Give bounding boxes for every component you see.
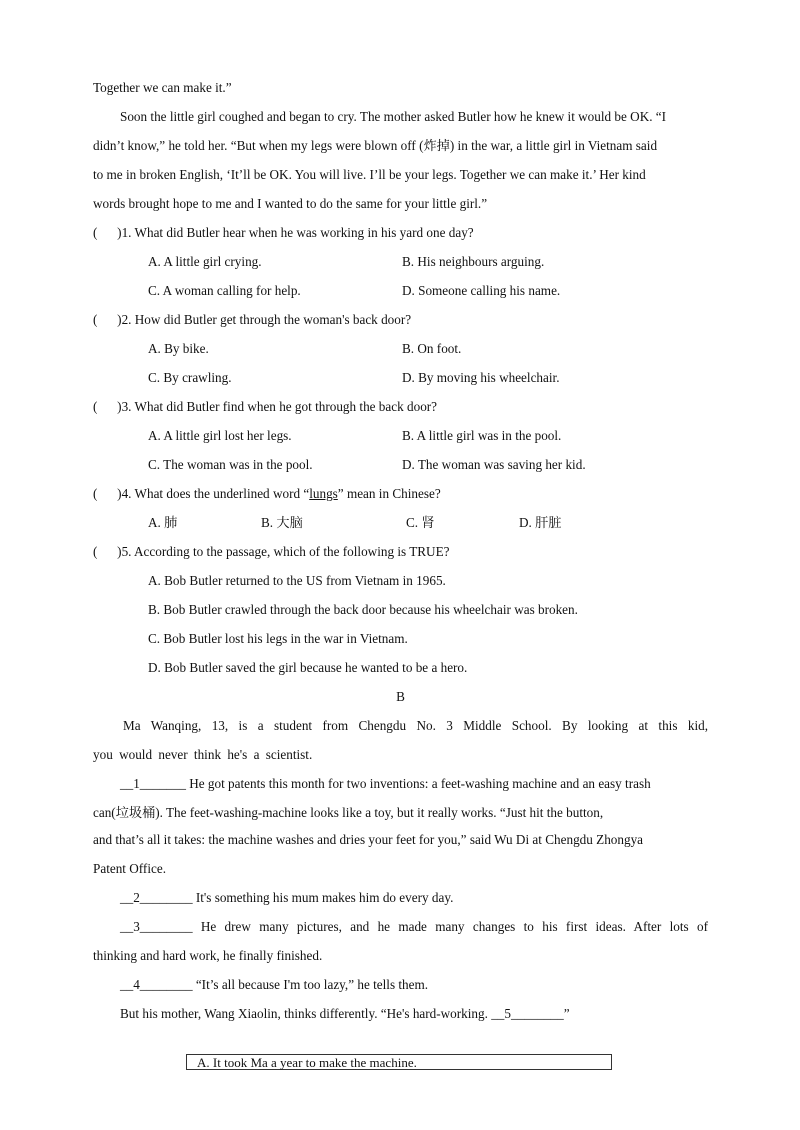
option-d[interactable]: D. 肝脏: [519, 515, 562, 530]
document-page: [93, 78, 708, 1024]
passage-b-line: But his mother, Wang Xiaolin, thinks differently. “He's hard-working. __5________”: [120, 1006, 570, 1021]
question-stem: [93, 310, 708, 339]
question-1: [93, 223, 708, 310]
option-b[interactable]: B. A little girl was in the pool.: [402, 428, 562, 443]
option-c[interactable]: C. A woman calling for help.: [148, 283, 301, 298]
passage-b-line: you would never think he's a scientist.: [93, 747, 313, 762]
passage-b-line: can(垃圾桶). The feet-washing-machine looks like a toy, but it really works. “Just hit the button,: [93, 805, 604, 820]
question-text: 1. What did Butler hear when he was working in his yard one day?: [121, 225, 474, 240]
passage-b-line: __2________ It's something his mum makes him do every day.: [120, 890, 454, 905]
option-a[interactable]: A. By bike.: [148, 341, 209, 356]
option-b[interactable]: B. On foot.: [402, 341, 462, 356]
question-4: [93, 484, 708, 542]
option-a[interactable]: A. A little girl lost her legs.: [148, 428, 292, 443]
option-b[interactable]: B. His neighbours arguing.: [402, 254, 545, 269]
question-text: ” mean in Chinese?: [337, 486, 441, 501]
option-c[interactable]: C. The woman was in the pool.: [148, 457, 313, 472]
option-d[interactable]: D. Bob Butler saved the girl because he wanted to be a hero.: [148, 660, 468, 675]
option-c[interactable]: C. 肾: [406, 515, 435, 530]
option-b[interactable]: B. Bob Butler crawled through the back door because his wheelchair was broken.: [148, 602, 578, 617]
option-d[interactable]: D. By moving his wheelchair.: [402, 370, 560, 385]
question-text: 2. How did Butler get through the woman's back door?: [121, 312, 412, 327]
option-a[interactable]: A. Bob Butler returned to the US from Vietnam in 1965.: [148, 573, 446, 588]
question-5: [93, 542, 708, 687]
options-row: [93, 339, 708, 368]
section-b-passage: [93, 716, 708, 1024]
question-2: [93, 310, 708, 397]
passage-a-line: Together we can make it.”: [93, 80, 232, 95]
passage-b-line: Ma Wanqing, 13, is a student from Chengdu No. 3 Middle School. By looking at this kid,: [123, 718, 708, 733]
answer-bracket[interactable]: ( ): [93, 486, 122, 501]
passage-b-line: Patent Office.: [93, 861, 166, 876]
option-c[interactable]: C. By crawling.: [148, 370, 232, 385]
passage-b-line: __3________ He drew many pictures, and he made many changes to his first ideas. After lots of: [120, 919, 708, 934]
passage-b-line: and that’s all it takes: the machine washes and dries your feet for you,” said Wu Di at Chengdu Zhongya: [93, 832, 644, 847]
underlined-word: lungs: [309, 486, 338, 501]
options-row: [93, 513, 708, 542]
passage-a-line: to me in broken English, ‘It’ll be OK. You will live. I’ll be your legs. Together we can make it.’ Her kind: [93, 167, 646, 182]
box-option-a[interactable]: A. It took Ma a year to make the machine.: [197, 1055, 417, 1070]
options-row: [93, 368, 708, 397]
question-text: 5. According to the passage, which of the following is TRUE?: [121, 544, 450, 559]
passage-a-line: didn’t know,” he told her. “But when my legs were blown off (炸掉) in the war, a little girl in Vietnam said: [93, 138, 658, 153]
option-a[interactable]: A. A little girl crying.: [148, 254, 262, 269]
passage-a-line: Soon the little girl coughed and began to cry. The mother asked Butler how he knew it would be OK. “I: [120, 109, 667, 124]
answer-bracket[interactable]: ( ): [93, 399, 122, 414]
question-text: 4. What does the underlined word “: [121, 486, 310, 501]
section-heading: B: [396, 689, 405, 704]
answer-bracket[interactable]: ( ): [93, 225, 122, 240]
answer-bracket[interactable]: ( ): [93, 544, 122, 559]
option-a[interactable]: A. 肺: [148, 515, 178, 530]
option-c[interactable]: C. Bob Butler lost his legs in the war in Vietnam.: [148, 631, 408, 646]
options-box: [186, 1054, 612, 1070]
options-row: [93, 252, 708, 281]
question-stem: [93, 542, 708, 571]
option-d[interactable]: D. Someone calling his name.: [402, 283, 561, 298]
passage-b-line: __1_______ He got patents this month for two inventions: a feet-washing machine and an easy trash: [120, 776, 651, 791]
question-3: [93, 397, 708, 484]
passage-a-paragraph: [93, 107, 708, 214]
options-row: [93, 281, 708, 310]
option-d[interactable]: D. The woman was saving her kid.: [402, 457, 586, 472]
answer-bracket[interactable]: ( ): [93, 312, 122, 327]
options-row: [93, 426, 708, 455]
passage-a-line: words brought hope to me and I wanted to do the same for your little girl.”: [93, 196, 488, 211]
option-b[interactable]: B. 大脑: [261, 515, 303, 530]
options-row: [93, 455, 708, 484]
question-stem: [93, 397, 708, 426]
question-stem: [93, 484, 708, 513]
passage-b-line: thinking and hard work, he finally finished.: [93, 948, 323, 963]
question-text: 3. What did Butler find when he got through the back door?: [121, 399, 438, 414]
question-stem: [93, 223, 708, 252]
passage-b-line: __4________ “It’s all because I'm too lazy,” he tells them.: [120, 977, 429, 992]
